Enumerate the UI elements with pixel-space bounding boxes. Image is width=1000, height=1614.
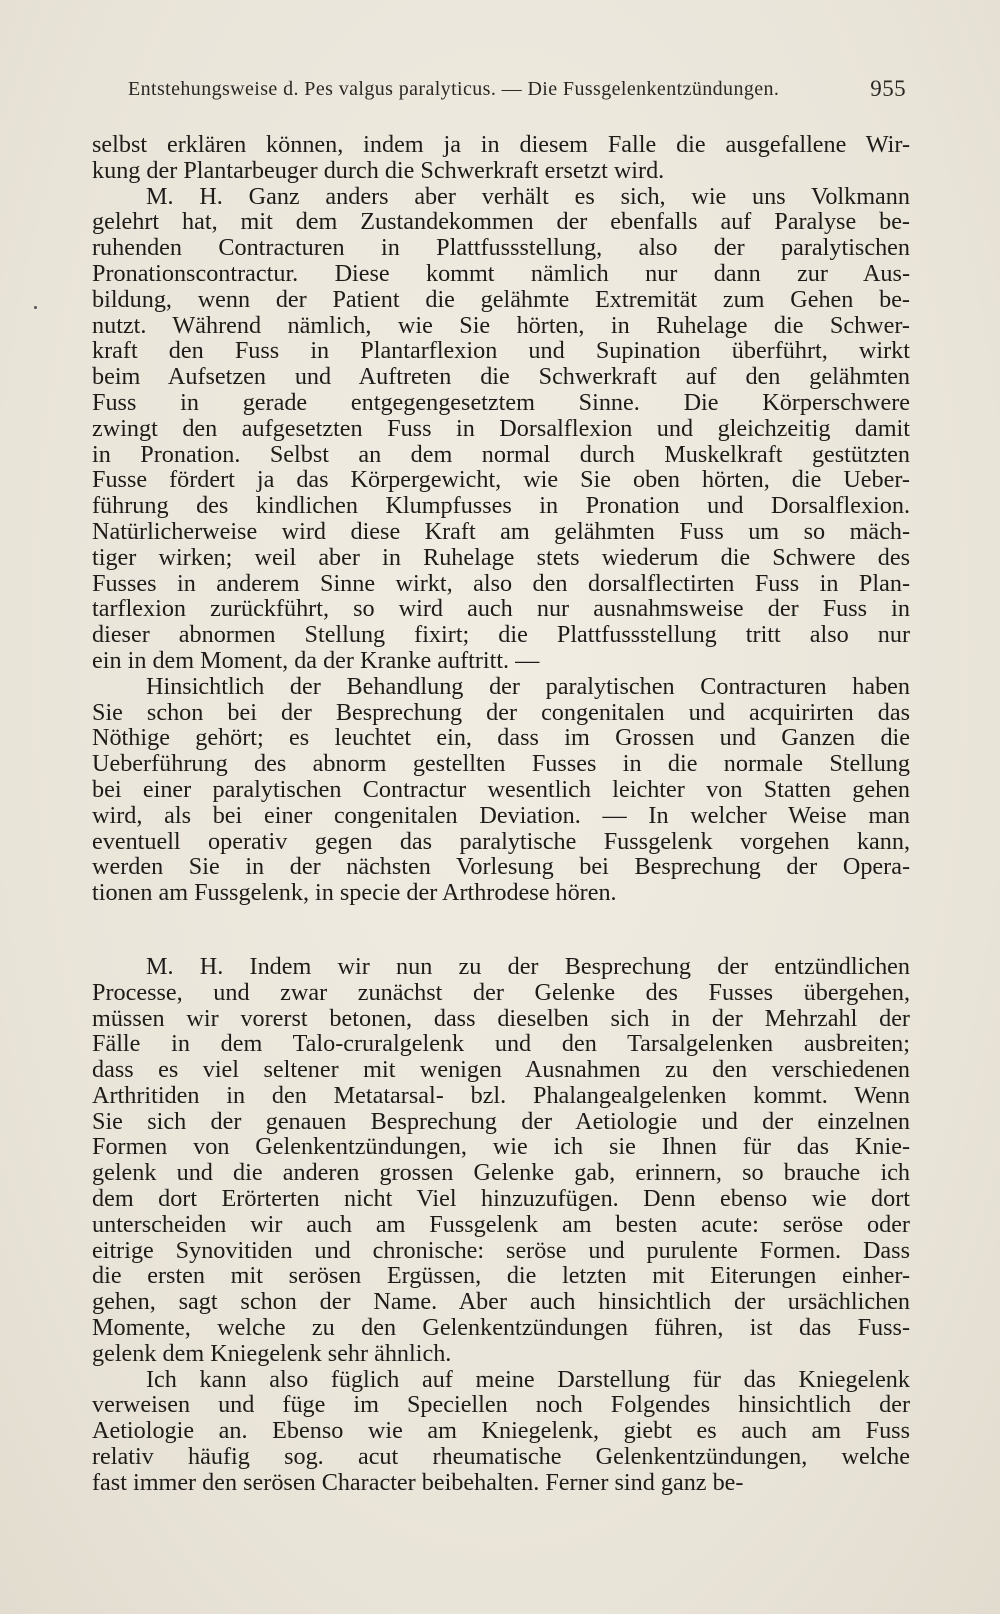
text-line: gelenk und die anderen grossen Gelenke gab, erinnern, so brauche ich — [92, 1159, 910, 1187]
body-text — [92, 132, 910, 1496]
text-line: beim Aufsetzen und Auftreten die Schwerkraft auf den gelähmten — [92, 363, 910, 391]
paragraph — [92, 954, 910, 1367]
text-line: Hinsichtlich der Behandlung der paralytischen Contracturen haben — [146, 672, 910, 700]
text-line: bei einer paralytischen Contractur wesentlich leichter von Statten gehen — [92, 775, 910, 803]
text-line: Fälle in dem Talo-cruralgelenk und den Tarsalgelenken ausbreiten; — [92, 1030, 910, 1058]
text-line: unterscheiden wir auch am Fussgelenk am besten acute: seröse oder — [92, 1210, 910, 1238]
text-line: Momente, welche zu den Gelenkentzündungen führen, ist das Fuss- — [92, 1314, 910, 1342]
text-line: nutzt. Während nämlich, wie Sie hörten, in Ruhelage die Schwer- — [92, 311, 910, 339]
text-line: kraft den Fuss in Plantarflexion und Supination überführt, wirkt — [92, 337, 910, 365]
running-head — [128, 74, 906, 106]
text-line: ruhenden Contracturen in Plattfussstellung, also der paralytischen — [92, 234, 910, 262]
text-line: in Pronation. Selbst an dem normal durch Muskelkraft gestützten — [92, 440, 910, 468]
text-line: bildung, wenn der Patient die gelähmte Extremität zum Gehen be- — [92, 285, 910, 313]
text-line: tarflexion zurückführt, so wird auch nur ausnahmsweise der Fuss in — [92, 595, 910, 623]
text-line: die ersten mit serösen Ergüssen, die letzten mit Eiterungen einher- — [92, 1262, 910, 1290]
text-line: Ich kann also füglich auf meine Darstellung für das Kniegelenk — [146, 1365, 910, 1393]
text-line: Fuss in gerade entgegengesetztem Sinne. Die Körperschwere — [92, 388, 910, 416]
text-line: wird, als bei einer congenitalen Deviation. — In welcher Weise man — [92, 801, 910, 829]
text-line: ein in dem Moment, da der Kranke auftritt. — — [92, 646, 540, 674]
paragraph — [92, 132, 910, 184]
text-line: fast immer den serösen Character beibehalten. Ferner sind ganz be- — [92, 1468, 744, 1496]
text-line: gehen, sagt schon der Name. Aber auch hinsichtlich der ursächlichen — [92, 1288, 910, 1316]
text-line: Ueberführung des abnorm gestellten Fusses in die normale Stellung — [92, 750, 910, 778]
text-line: Natürlicherweise wird diese Kraft am gelähmten Fuss um so mäch- — [92, 517, 910, 545]
text-line: kung der Plantarbeuger durch die Schwerkraft ersetzt wird. — [92, 156, 665, 184]
text-line: Sie schon bei der Besprechung der congenitalen und acquirirten das — [92, 698, 910, 726]
paragraph — [92, 184, 910, 674]
text-line: müssen wir vorerst betonen, dass dieselben sich in der Mehrzahl der — [92, 1004, 910, 1032]
text-line: Sie sich der genauen Besprechung der Aetiologie und der einzelnen — [92, 1107, 910, 1135]
text-line: Aetiologie an. Ebenso wie am Kniegelenk, giebt es auch am Fuss — [92, 1417, 910, 1445]
text-line: dem dort Erörterten nicht Viel hinzuzufügen. Denn ebenso wie dort — [92, 1185, 910, 1213]
text-line: führung des kindlichen Klumpfusses in Pronation und Dorsalflexion. — [92, 492, 910, 520]
text-line: tiger wirken; weil aber in Ruhelage stets wiederum die Schwere des — [92, 543, 910, 571]
text-line: relativ häufig sog. acut rheumatische Gelenkentzündungen, welche — [92, 1443, 910, 1471]
margin-speck — [34, 306, 37, 309]
section-gap — [92, 906, 910, 954]
text-line: gelenk dem Kniegelenk sehr ähnlich. — [92, 1339, 452, 1367]
text-line: zwingt den aufgesetzten Fuss in Dorsalflexion und gleichzeitig damit — [92, 414, 910, 442]
text-line: verweisen und füge im Speciellen noch Folgendes hinsichtlich der — [92, 1391, 910, 1419]
text-line: Nöthige gehört; es leuchtet ein, dass im Grossen und Ganzen die — [92, 724, 910, 752]
text-line: eitrige Synovitiden und chronische: seröse und purulente Formen. Dass — [92, 1236, 910, 1264]
text-line: Arthritiden in den Metatarsal- bzl. Phalangealgelenken kommt. Wenn — [92, 1081, 910, 1109]
text-line: dass es viel seltener mit wenigen Ausnahmen zu den verschiedenen — [92, 1056, 910, 1084]
text-line: Fusses in anderem Sinne wirkt, also den dorsalflectirten Fuss in Plan- — [92, 569, 910, 597]
text-line: Processe, und zwar zunächst der Gelenke des Fusses übergehen, — [92, 978, 910, 1006]
text-line: Fusse fördert ja das Körpergewicht, wie Sie oben hörten, die Ueber- — [92, 466, 910, 494]
text-line: M. H. Indem wir nun zu der Besprechung der entzündlichen — [146, 952, 910, 980]
text-line: tionen am Fussgelenk, in specie der Arthrodese hören. — [92, 879, 617, 907]
paragraph — [92, 674, 910, 906]
paragraph — [92, 1367, 910, 1496]
text-line: Formen von Gelenkentzündungen, wie ich sie Ihnen für das Knie- — [92, 1133, 910, 1161]
text-line: M. H. Ganz anders aber verhält es sich, wie uns Volkmann — [146, 182, 910, 210]
text-line: eventuell operativ gegen das paralytische Fussgelenk vorgehen kann, — [92, 827, 910, 855]
text-line: gelehrt hat, mit dem Zustandekommen der ebenfalls auf Paralyse be- — [92, 208, 910, 236]
page-number: 955 — [870, 76, 906, 101]
running-head-title: Entstehungsweise d. Pes valgus paralyticus. — Die Fussgelenkentzündungen. — [128, 78, 780, 100]
text-line: Pronationscontractur. Diese kommt nämlich nur dann zur Aus- — [92, 259, 910, 287]
text-line: werden Sie in der nächsten Vorlesung bei Besprechung der Opera- — [92, 853, 910, 881]
text-line: dieser abnormen Stellung fixirt; die Plattfussstellung tritt also nur — [92, 621, 910, 649]
text-line: selbst erklären können, indem ja in diesem Falle die ausgefallene Wir- — [92, 131, 910, 158]
